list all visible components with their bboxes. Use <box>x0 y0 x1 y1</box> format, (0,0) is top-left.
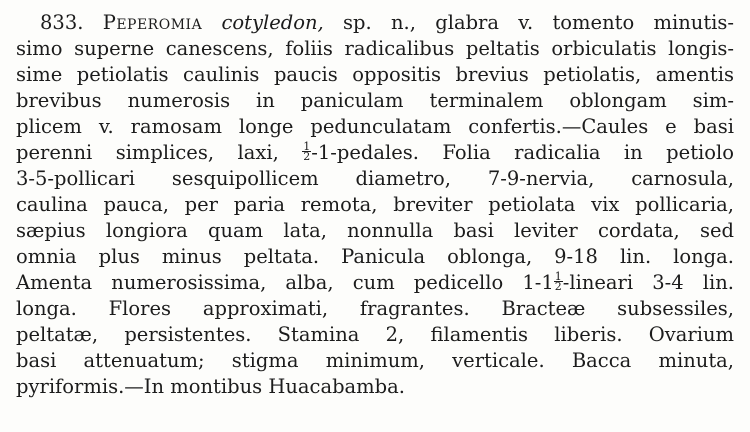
text-line-13: peltatæ, persistentes. Stamina 2, filamentis liberis. Ovarium <box>16 323 734 346</box>
species-name: cotyledon, <box>221 11 324 34</box>
fraction-denominator-2: 2 <box>554 280 562 293</box>
text-line-14: basi attenuatum; stigma minimum, verticale. Bacca minuta, <box>16 349 734 372</box>
fraction-half <box>302 142 311 161</box>
text-line-4: brevibus numerosis in paniculam terminalem oblongam sim- <box>16 89 734 112</box>
text-line-10: omnia plus minus peltata. Panicula oblonga, 9-18 lin. longa. <box>16 245 734 268</box>
text-line-2: simo superne canescens, foliis radicalibus peltatis orbiculatis longis- <box>16 37 734 60</box>
line-11-text-a: Amenta numerosissima, alba, cum pedicello 1-1 <box>16 271 554 294</box>
text-line-11 <box>16 270 734 296</box>
fraction-numerator: 1 <box>303 140 311 153</box>
text-line-12: longa. Flores approximati, fragrantes. Bracteæ subsessiles, <box>16 297 734 320</box>
text-line-8: caulina pauca, per paria remota, breviter petiolata vix pollicaria, <box>16 193 734 216</box>
entry-number: 833. <box>40 11 84 34</box>
text-line-3: sime petiolatis caulinis paucis oppositis brevius petiolatis, amentis <box>16 63 734 86</box>
text-line-9: sæpius longiora quam lata, nonnulla basi leviter cordata, sed <box>16 219 734 242</box>
text-line-5: plicem v. ramosam longe pedunculatam confertis.—Caules e basi <box>16 115 734 138</box>
fraction-denominator: 2 <box>303 150 311 163</box>
text-line-6 <box>16 140 734 166</box>
line-11-text-b: -lineari 3-4 lin. <box>562 271 735 294</box>
line-6-text-b: -1-pedales. Folia radicalia in petiolo <box>311 141 734 164</box>
genus-name: Peperomia <box>102 11 203 34</box>
line-1-text: glabra v. tomento minutis- <box>435 11 734 34</box>
text-line-1 <box>40 10 734 36</box>
fraction-half-2 <box>554 272 563 291</box>
text-line-15: pyriformis.—In montibus Huacabamba. <box>16 375 405 398</box>
text-line-7: 3-5-pollicari sesquipollicem diametro, 7-9-nervia, carnosula, <box>16 167 734 190</box>
fraction-numerator-2: 1 <box>554 270 562 283</box>
line-6-text-a: perenni simplices, laxi, <box>16 141 279 164</box>
species-note: sp. n., <box>343 11 416 34</box>
